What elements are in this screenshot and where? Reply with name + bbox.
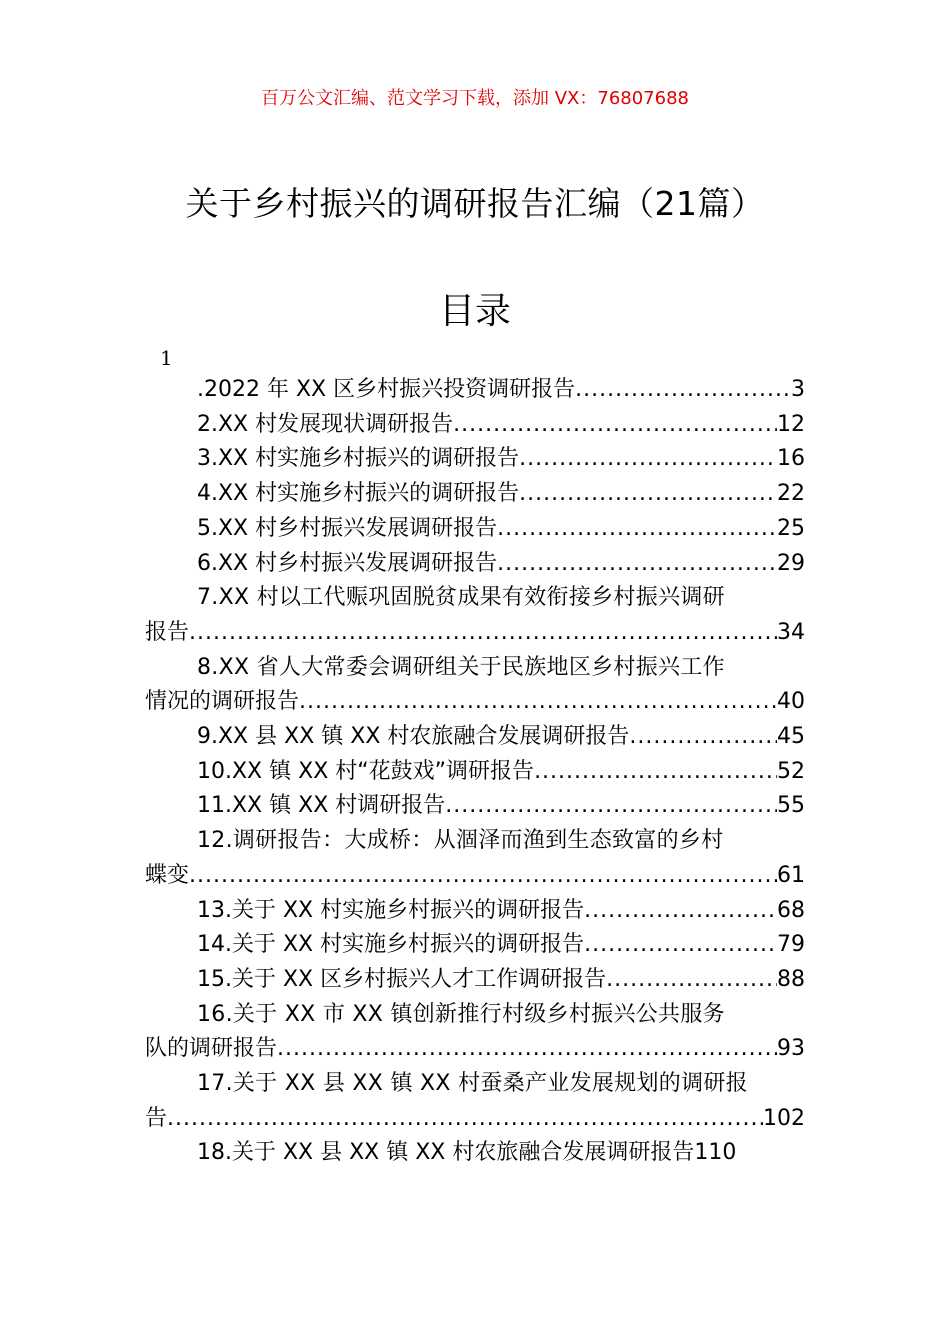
dot-leader — [299, 685, 777, 720]
toc-entry-page: 3 — [791, 377, 805, 402]
header-note: 百万公文汇编、范文学习下载，添加 VX：76807688 — [261, 88, 689, 109]
toc-entry-title: 15.关于 XX 区乡村振兴人才工作调研报告 — [197, 966, 607, 992]
toc-entry[interactable] — [145, 720, 805, 755]
toc-entry-title-continued: 报告 — [145, 619, 190, 645]
toc-entry-title: .2022 年 XX 区乡村振兴投资调研报告 — [197, 377, 576, 402]
toc-entry-page: 52 — [777, 758, 805, 784]
toc-entry-page: 45 — [777, 724, 805, 750]
toc-entry-page: 55 — [777, 793, 805, 819]
toc-entry[interactable] — [145, 547, 805, 582]
toc-entry-page: 16 — [777, 446, 805, 472]
toc-entry[interactable] — [145, 789, 805, 824]
toc-entry-title: 5.XX 村乡村振兴发展调研报告 — [197, 515, 498, 541]
dot-leader — [445, 789, 777, 824]
toc-list-number: 1 — [160, 346, 173, 370]
toc-entry-page: 12 — [777, 411, 805, 437]
toc-entry-title: 18.关于 XX 县 XX 镇 XX 村农旅融合发展调研报告 — [197, 1140, 695, 1166]
toc-entry-page: 40 — [777, 689, 805, 715]
toc-entry-title-continued: 队的调研报告 — [145, 1036, 278, 1062]
dot-leader — [606, 963, 777, 998]
toc-entry[interactable] — [145, 894, 805, 929]
toc-entry[interactable] — [145, 581, 805, 650]
toc-entry-page: 79 — [777, 932, 805, 958]
dot-leader — [575, 373, 791, 408]
toc-entry-page: 68 — [777, 897, 805, 923]
toc-entry-page: 110 — [694, 1140, 737, 1166]
toc-entry-title: 3.XX 村实施乡村振兴的调研报告 — [197, 446, 520, 472]
dot-leader — [189, 859, 777, 894]
toc-entry-page: 25 — [777, 515, 805, 541]
toc-entry-title-continued: 蝶变 — [145, 862, 190, 888]
dot-leader — [519, 477, 777, 512]
toc-entry-title: 17.关于 XX 县 XX 镇 XX 村蚕桑产业发展规划的调研报 — [197, 1071, 748, 1097]
dot-leader — [453, 408, 777, 443]
toc-entry[interactable] — [145, 373, 805, 408]
dot-leader — [497, 512, 777, 547]
toc-entry[interactable] — [145, 442, 805, 477]
toc-entry[interactable] — [145, 512, 805, 547]
toc-entry-page: 22 — [777, 481, 805, 507]
toc-entry-title: 16.关于 XX 市 XX 镇创新推行村级乡村振兴公共服务 — [197, 1001, 725, 1027]
dot-leader — [584, 894, 777, 929]
dot-leader — [519, 442, 777, 477]
toc-entry-title: 12.调研报告：大成桥：从涸泽而渔到生态致富的乡村 — [197, 828, 724, 854]
toc-entry-title: 10.XX 镇 XX 村“花鼓戏”调研报告 — [197, 758, 535, 784]
toc-entry-title: 9.XX 县 XX 镇 XX 村农旅融合发展调研报告 — [197, 724, 630, 750]
toc-entry-page: 29 — [777, 550, 805, 576]
toc-entry-page: 34 — [777, 619, 805, 645]
toc-entry[interactable] — [145, 755, 805, 790]
toc-entry[interactable] — [145, 928, 805, 963]
toc-entry[interactable] — [145, 1067, 805, 1136]
toc-entry-title-continued: 告 — [145, 1105, 168, 1131]
toc-entry-page: 102 — [763, 1105, 805, 1131]
toc-entry-title: 7.XX 村以工代赈巩固脱贫成果有效衔接乡村振兴调研 — [197, 585, 725, 611]
table-of-contents — [145, 373, 805, 1171]
toc-entry[interactable] — [145, 477, 805, 512]
toc-entry[interactable] — [145, 963, 805, 998]
dot-leader — [534, 755, 777, 790]
dot-leader — [629, 720, 777, 755]
toc-entry-title: 2.XX 村发展现状调研报告 — [197, 411, 454, 437]
toc-entry-page: 93 — [777, 1036, 805, 1062]
toc-entry[interactable] — [145, 824, 805, 893]
document-title: 关于乡村振兴的调研报告汇编（21篇） — [185, 184, 765, 223]
dot-leader — [189, 616, 777, 651]
toc-entry-page: 88 — [777, 966, 805, 992]
toc-entry-title: 8.XX 省人大常委会调研组关于民族地区乡村振兴工作 — [197, 654, 725, 680]
toc-entry-title: 11.XX 镇 XX 村调研报告 — [197, 793, 446, 819]
dot-leader — [584, 928, 777, 963]
toc-heading: 目录 — [438, 291, 511, 332]
toc-entry-title: 4.XX 村实施乡村振兴的调研报告 — [197, 481, 520, 507]
toc-entry[interactable] — [145, 1136, 805, 1171]
dot-leader — [167, 1102, 763, 1137]
dot-leader — [497, 547, 777, 582]
toc-entry-title: 6.XX 村乡村振兴发展调研报告 — [197, 550, 498, 576]
dot-leader — [277, 1032, 777, 1067]
toc-entry[interactable] — [145, 651, 805, 720]
toc-entry-title-continued: 情况的调研报告 — [145, 689, 300, 715]
toc-entry-page: 61 — [777, 862, 805, 888]
toc-entry[interactable] — [145, 998, 805, 1067]
toc-entry-title: 13.关于 XX 村实施乡村振兴的调研报告 — [197, 897, 585, 923]
toc-entry[interactable] — [145, 408, 805, 443]
toc-entry-title: 14.关于 XX 村实施乡村振兴的调研报告 — [197, 932, 585, 958]
